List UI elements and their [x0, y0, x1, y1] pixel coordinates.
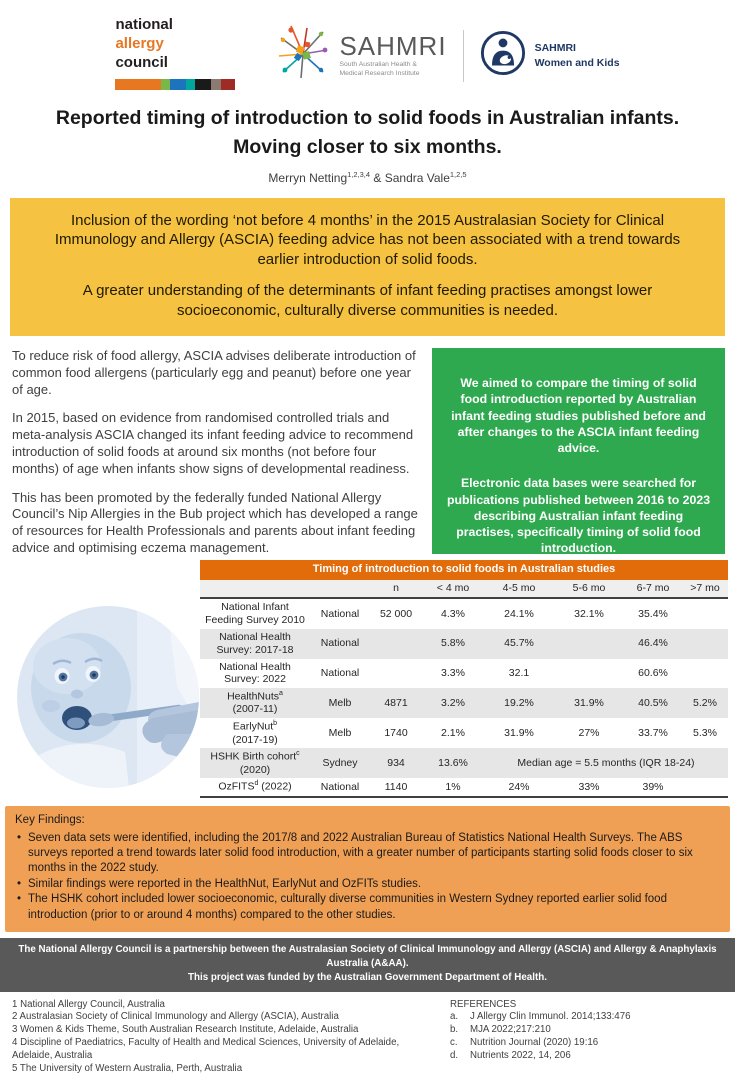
- median-age-note: Median age = 5.5 months (IQR 18-24): [517, 757, 695, 769]
- footer-line-1: The National Allergy Council is a partnership between the Australasian Society of Clinical Immunology and Allergy (ASCIA) and Allergy & Anaphylaxis Australia (A&AA).: [18, 944, 717, 970]
- table-title: Timing of introduction to solid foods in Australian studies: [200, 560, 728, 579]
- table-row: National Health Survey: 2022 National 3.3% 32.1 60.6%: [200, 659, 728, 689]
- background-paragraph-1: To reduce risk of food allergy, ASCIA advises deliberate introduction of common food allergens (particularly egg and peanut) before one year of age.: [12, 348, 416, 397]
- references-heading: REFERENCES: [450, 998, 517, 1010]
- sahmri-logo: [277, 24, 619, 87]
- affiliation-2: 2 Australasian Society of Clinical Immunology and Allergy (ASCIA), Australia: [12, 1011, 339, 1023]
- reference-item: b. MJA 2022;217:210: [450, 1024, 551, 1036]
- authors-line: [0, 170, 735, 185]
- affiliations-list: [12, 999, 432, 1075]
- logo-divider: [463, 30, 464, 82]
- nac-word-national: national: [115, 16, 173, 33]
- key-findings-list: [15, 831, 718, 923]
- title-line-2: Moving closer to six months.: [233, 136, 502, 159]
- col-6-7: 6-7 mo: [624, 580, 682, 599]
- aim-paragraph: We aimed to compare the timing of solid food introduction reported by Australian infant feeding studies published before and after changes to the ASCIA infant feeding advice.: [451, 376, 706, 456]
- table-title-row: [200, 560, 728, 579]
- timing-table: [200, 560, 728, 798]
- summary-paragraph-2: A greater understanding of the determinants of infant feeding practises amongst lower socioeconomic, culturally diverse communities is needed.: [82, 282, 653, 320]
- footnotes: [12, 999, 721, 1075]
- header-logos: [0, 0, 735, 100]
- background-text: [12, 348, 418, 554]
- results-section: [0, 556, 735, 802]
- study-name: National Health Survey: 2022: [219, 660, 291, 686]
- table-row: EarlyNut$^b$ (2017-19) Melb 1740 2.1% 31.9% 27% 33.7% 5.3%: [200, 718, 728, 748]
- study-name: EarlyNut$^b$ (2017-19): [232, 720, 278, 746]
- col-region: [310, 580, 370, 599]
- key-finding-item: • The HSHK cohort included lower socioeconomic, culturally diverse communities in Western Sydney reported earlier solid food introduction (prior to or around 4 months) compared to the other studies.: [15, 892, 718, 923]
- col-gt7: >7 mo: [682, 580, 728, 599]
- key-finding-item: • Similar findings were reported in the HealthNut, EarlyNut and OzFITs studies.: [15, 877, 718, 892]
- mother-and-child-icon: [480, 30, 526, 81]
- sahmri-name: SAHMRI: [339, 31, 447, 62]
- nac-logo-text: [115, 16, 235, 72]
- study-name: National Infant Feeding Survey 2010: [205, 601, 305, 627]
- authors-joiner: &: [370, 170, 385, 185]
- affiliation-3: 3 Women & Kids Theme, South Australian Research Institute, Adelaide, Australia: [12, 1024, 359, 1036]
- table-row: HealthNuts$^a$ (2007-11) Melb 4871 3.2% 19.2% 31.9% 40.5% 5.2%: [200, 688, 728, 718]
- methods-paragraph: Electronic data bases were searched for publications published between 2016 to 2023 describing Australian infant feeding practises, specifically timing of solid food introduction.: [446, 476, 711, 556]
- references-block: [450, 999, 630, 1075]
- table-row: OzFITS$^d$ (2022) National 1140 1% 24% 33% 39%: [200, 778, 728, 796]
- key-findings-box: [5, 806, 730, 932]
- reference-item: a. J Allergy Clin Immunol. 2014;133:476: [450, 1011, 631, 1023]
- author-1: Merryn Netting: [268, 170, 348, 185]
- study-name: National Health Survey: 2017-18: [216, 630, 294, 656]
- affiliation-4: 4 Discipline of Paediatrics, Faculty of Health and Medical Sciences, University of Adelaide, Adelaide, Australia: [12, 1037, 400, 1061]
- national-allergy-council-logo: [115, 16, 235, 90]
- title-line-1: Reported timing of introduction to solid foods in Australian infants.: [55, 107, 680, 129]
- baby-feeding-photo: [17, 606, 199, 788]
- author-2-affiliations: 1,2,5: [449, 169, 467, 179]
- study-name: OzFITS$^d$ (2022): [200, 778, 310, 796]
- sahmri-starburst-icon: [277, 24, 329, 87]
- aim-methods-box: [432, 348, 725, 554]
- nac-word-council: council: [115, 53, 168, 71]
- key-finding-item: • Seven data sets were identified, including the 2017/8 and 2022 Australian Bureau of Statistics National Health Surveys. The ABS surveys reported a trend towards later solid food introduction, with a greater number of participants starting solid foods closer to six months in the 2022 study.: [15, 831, 718, 877]
- background-paragraph-3: This has been promoted by the federally funded National Allergy Council’s Nip Allergies in the Bub project which has developed a range of resources for Health Professionals and parents about infant feeding advice and optimising eczema management.: [12, 489, 418, 555]
- table-header-row: [200, 580, 728, 599]
- sahmri-women-and-kids-logo: [480, 30, 620, 81]
- sahmri-wordmark: [339, 33, 446, 78]
- study-name: HSHK Birth cohort$^c$ (2020): [210, 750, 300, 776]
- table-row: National Health Survey: 2017-18 National 5.8% 45.7% 46.4%: [200, 629, 728, 659]
- key-findings-heading: Key Findings:: [15, 814, 85, 827]
- content-columns: [12, 348, 725, 554]
- table-row: National Infant Feeding Survey 2010 National 52 000 4.3% 24.1% 32.1% 35.4%: [200, 598, 728, 629]
- col-4-5: 4-5 mo: [484, 580, 554, 599]
- table-row: HSHK Birth cohort$^c$ (2020) Sydney 934 13.6% Median age = 5.5 months (IQR 18-24): [200, 748, 728, 778]
- author-1-affiliations: 1,2,3,4: [347, 169, 371, 179]
- col-lt4: < 4 mo: [422, 580, 484, 599]
- col-n: n: [370, 580, 422, 599]
- study-name: HealthNuts$^a$ (2007-11): [227, 690, 283, 716]
- background-paragraph-2: In 2015, based on evidence from randomised controlled trials and meta-analysis ASCIA changed its infant feeding advice to recommend introduction of solid foods at around six months (not before four months) of age when infants show signs of developmental readiness.: [12, 410, 414, 476]
- wak-text: SAHMRI Women and Kids: [534, 42, 620, 69]
- reference-item: c. Nutrition Journal (2020) 19:16: [450, 1037, 599, 1049]
- poster-title: [0, 104, 735, 163]
- author-2: Sandra Vale: [384, 170, 450, 185]
- affiliation-1: 1 National Allergy Council, Australia: [12, 998, 165, 1010]
- nac-word-allergy: allergy: [115, 34, 164, 52]
- col-study: [200, 580, 310, 599]
- summary-paragraph-1: Inclusion of the wording ‘not before 4 months’ in the 2015 Australasian Society for Clinical Immunology and Allergy (ASCIA) feeding advice has not been associated with a trend towards earlier introduction of solid foods.: [54, 211, 681, 269]
- reference-item: d. Nutrients 2022, 14, 206: [450, 1049, 571, 1061]
- partnership-footer-bar: [0, 938, 735, 992]
- footer-line-2: This project was funded by the Australian Government Department of Health.: [188, 972, 547, 984]
- col-5-6: 5-6 mo: [554, 580, 624, 599]
- summary-highlight-box: [10, 198, 725, 337]
- sahmri-tagline: South Australian Health & Medical Research Institute: [339, 61, 420, 77]
- nac-color-bar: [115, 79, 235, 90]
- affiliation-5: 5 The University of Western Australia, Perth, Australia: [12, 1062, 243, 1074]
